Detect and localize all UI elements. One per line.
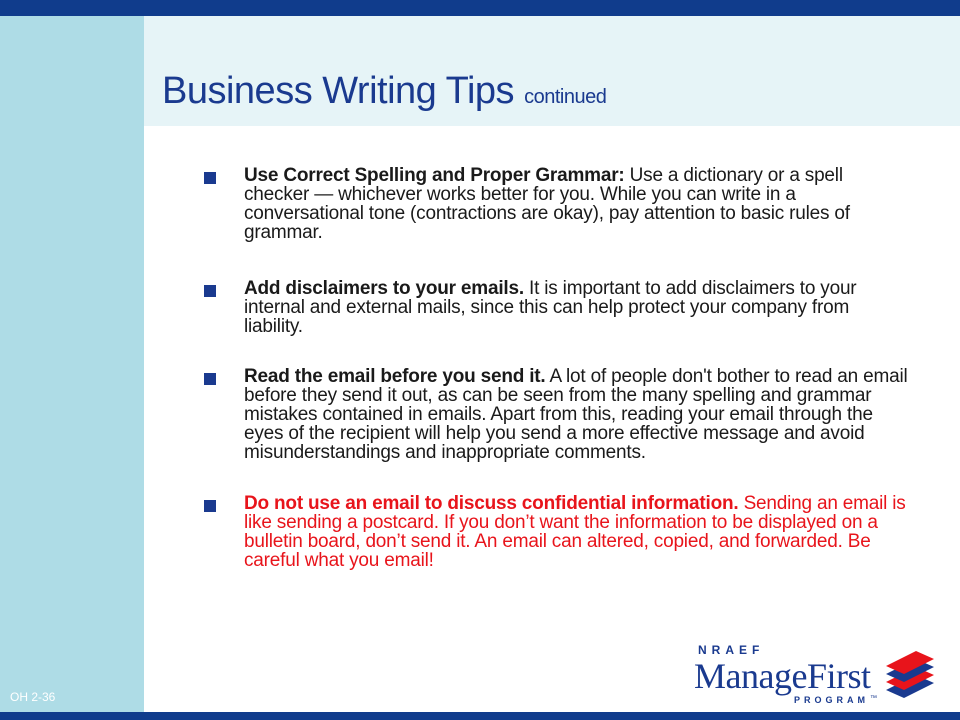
logo-stack-icon [886, 651, 934, 698]
slide-number: OH 2-36 [10, 690, 56, 704]
slide-title [162, 70, 606, 113]
logo-trademark: ™ [870, 695, 877, 702]
bottom-bar [0, 712, 960, 720]
bullet-lead: Use Correct Spelling and Proper Grammar: [244, 165, 625, 186]
logo-managefirst-text: ManageFirst [694, 656, 871, 696]
bullet-read-before-send [204, 367, 910, 462]
slide-title-sub: continued [524, 86, 607, 108]
bullet-body: Sending an email is like sending a postcard. If you don’t want the information to be displayed on a bulletin board, don’t send it. An email can altered, copied, and forwarded. Be careful what you email! [244, 493, 906, 571]
square-bullet-icon [204, 172, 216, 184]
square-bullet-icon [204, 500, 216, 512]
left-sidebar [0, 16, 144, 712]
bullet-body: Use a dictionary or a spell checker — whichever works better for you. While you can write in a conversational tone (contractions are okay), pay attention to basic rules of grammar. [244, 165, 850, 243]
square-bullet-icon [204, 373, 216, 385]
bullet-spelling-grammar [204, 166, 910, 242]
square-bullet-icon [204, 285, 216, 297]
logo-program-text: PROGRAM [794, 695, 869, 705]
slide-title-main: Business Writing Tips [162, 70, 515, 112]
bullet-lead: Do not use an email to discuss confidential information. [244, 493, 739, 514]
bullet-body: A lot of people don't bother to read an email before they send it out, as can be seen from the many spelling and grammar mistakes contained in emails. Apart from this, reading your email through the eyes of the recipient will help you send a more effective message and avoid misunderstandings and inappropriate comments. [244, 366, 908, 463]
bullet-lead: Read the email before you send it. [244, 366, 546, 387]
bullet-disclaimers [204, 279, 910, 336]
bullet-lead: Add disclaimers to your emails. [244, 278, 524, 299]
top-bar [0, 0, 960, 16]
bullet-list [204, 166, 910, 570]
bullet-confidential-info [204, 494, 910, 570]
logo-nraef-text: NRAEF [698, 643, 765, 657]
managefirst-logo [690, 638, 952, 710]
bullet-body: It is important to add disclaimers to your internal and external mails, since this can help protect your company from liability. [244, 278, 857, 337]
